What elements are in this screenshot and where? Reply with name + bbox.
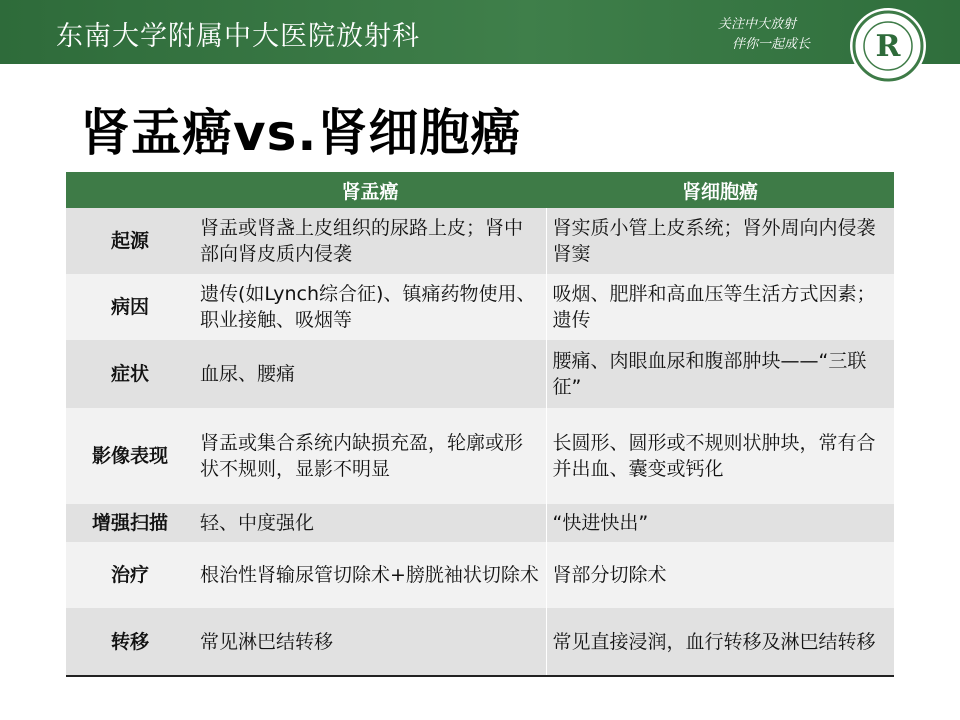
header-bar (0, 0, 960, 64)
table-row (66, 340, 894, 408)
page-title: 肾盂癌vs.肾细胞癌 (80, 104, 522, 162)
table-row (66, 208, 894, 274)
cell-rcc: 长圆形、圆形或不规则状肿块，常有合并出血、囊变或钙化 (546, 408, 894, 504)
row-label: 起源 (66, 208, 194, 274)
cell-pelvis-cancer: 遗传(如Lynch综合征)、镇痛药物使用、职业接触、吸烟等 (194, 274, 546, 340)
header-title: 东南大学附属中大医院放射科 (56, 21, 420, 52)
cell-pelvis-cancer: 根治性肾输尿管切除术+膀胱袖状切除术 (194, 542, 546, 608)
row-label: 病因 (66, 274, 194, 340)
column-header-rcc: 肾细胞癌 (546, 172, 894, 208)
logo-letter: R (875, 29, 901, 64)
cell-rcc: 常见直接浸润，血行转移及淋巴结转移 (546, 608, 894, 676)
row-label: 治疗 (66, 542, 194, 608)
row-label: 影像表现 (66, 408, 194, 504)
slogan-line-1: 关注中大放射 (717, 17, 796, 32)
cell-rcc: 腰痛、肉眼血尿和腹部肿块——“三联征” (546, 340, 894, 408)
hospital-logo (848, 6, 928, 86)
cell-pelvis-cancer: 血尿、腰痛 (194, 340, 546, 408)
cell-pelvis-cancer: 常见淋巴结转移 (194, 608, 546, 676)
table-row (66, 274, 894, 340)
cell-rcc: “快进快出” (546, 504, 894, 542)
table-row (66, 608, 894, 676)
cell-rcc: 肾实质小管上皮系统；肾外周向内侵袭肾窦 (546, 208, 894, 274)
cell-pelvis-cancer: 轻、中度强化 (194, 504, 546, 542)
row-label: 增强扫描 (66, 504, 194, 542)
column-header-pelvis-cancer: 肾盂癌 (194, 172, 546, 208)
slogan-line-2: 伴你一起成长 (731, 37, 810, 52)
cell-rcc: 吸烟、肥胖和高血压等生活方式因素；遗传 (546, 274, 894, 340)
column-header-blank (66, 172, 194, 208)
comparison-table (66, 172, 894, 677)
cell-rcc: 肾部分切除术 (546, 542, 894, 608)
cell-pelvis-cancer: 肾盂或肾盏上皮组织的尿路上皮；肾中部向肾皮质内侵袭 (194, 208, 546, 274)
row-label: 转移 (66, 608, 194, 676)
row-label: 症状 (66, 340, 194, 408)
table-row (66, 408, 894, 504)
table-header-row (66, 172, 894, 208)
table-row (66, 542, 894, 608)
table-row (66, 504, 894, 542)
cell-pelvis-cancer: 肾盂或集合系统内缺损充盈，轮廓或形状不规则，显影不明显 (194, 408, 546, 504)
header-slogan (718, 15, 810, 55)
